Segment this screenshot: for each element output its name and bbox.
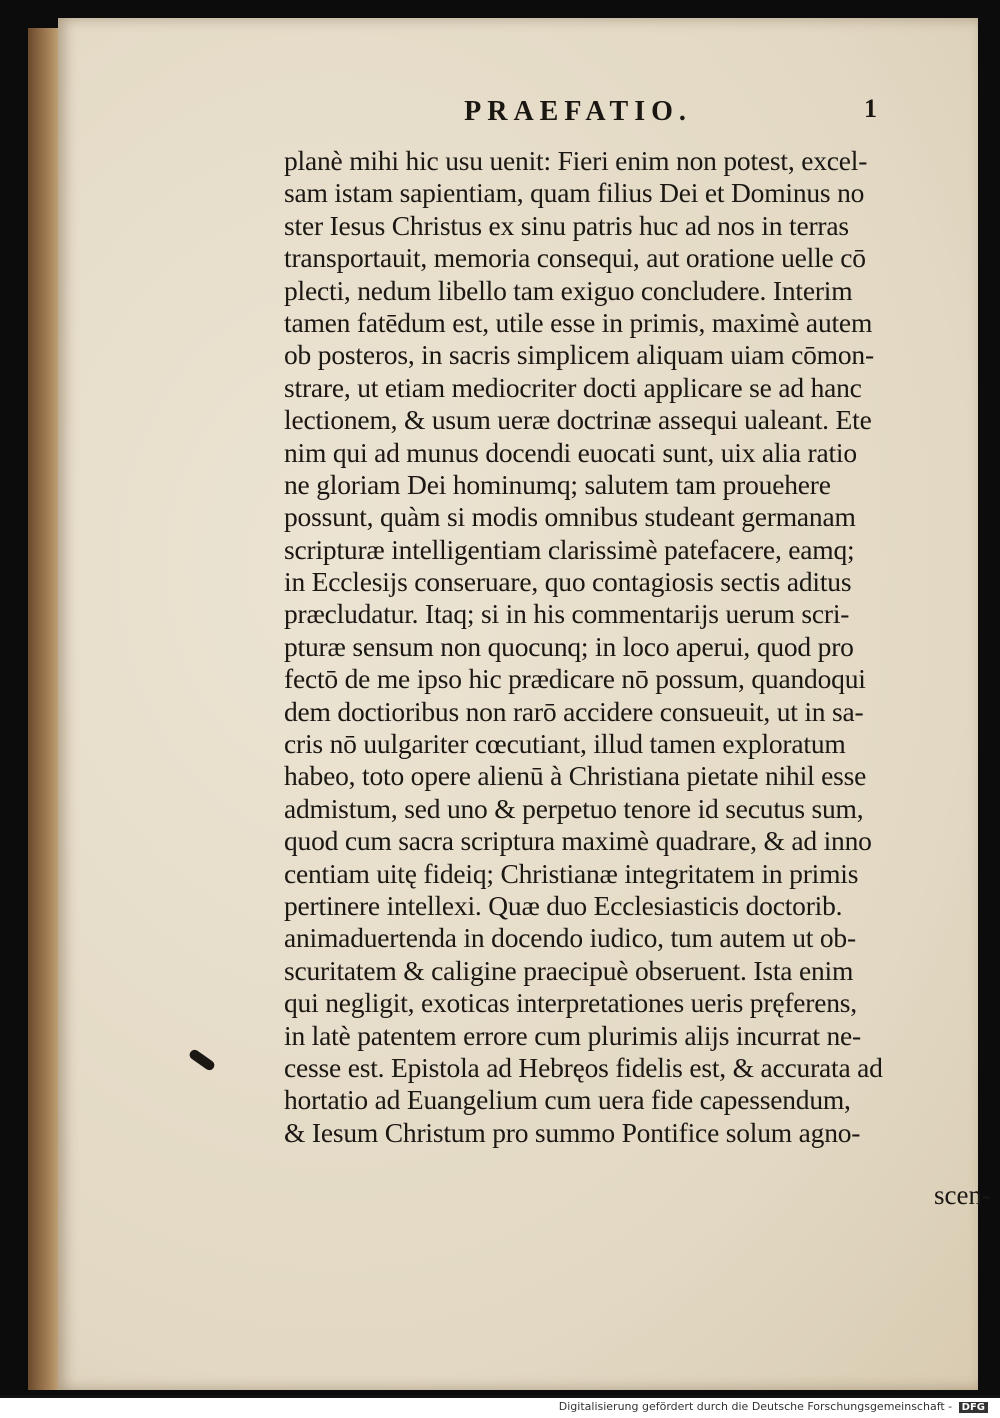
- text-line: pertinere intellexi. Quæ duo Ecclesiasticis doctorib.: [284, 889, 843, 921]
- text-line: quod cum sacra scriptura maximè quadrare, & ad inno: [284, 825, 872, 857]
- text-line: & Iesum Christum pro summo Pontifice solum agno-: [284, 1116, 861, 1148]
- body-text: [284, 145, 974, 1149]
- footer-credit: [559, 1400, 988, 1413]
- book-page: [58, 18, 991, 1390]
- text-line: lectionem, & usum ueræ doctrinæ assequi ualeant. Ete: [284, 404, 872, 436]
- text-line: pturæ sensum non quocunq; in loco aperui, quod pro: [284, 630, 854, 662]
- page-header: [58, 96, 978, 128]
- text-line: hortatio ad Euangelium cum uera fide capessendum,: [284, 1084, 851, 1116]
- text-line: in Ecclesijs conseruare, quo contagiosis sectis aditus: [284, 566, 852, 598]
- footer-credit-text: Digitalisierung gefördert durch die Deutsche Forschungsgemeinschaft -: [558, 1400, 953, 1413]
- text-line: sam istam sapientiam, quam filius Dei et Dominus no: [284, 177, 865, 209]
- book-spine-edge: [28, 28, 62, 1390]
- text-line: tamen fatēdum est, utile esse in primis, maximè autem: [284, 306, 873, 338]
- folio-number: 1: [864, 94, 877, 123]
- text-line: strare, ut etiam mediocriter docti applicare se ad hanc: [284, 371, 862, 403]
- text-line: in latè patentem errore cum plurimis alijs incurrat ne-: [284, 1019, 861, 1051]
- text-line: dem doctioribus non rarō accidere consueuit, ut in sa-: [284, 695, 864, 727]
- text-line: planè mihi hic usu uenit: Fieri enim non potest, excel-: [284, 145, 868, 176]
- footer-bar: [0, 1398, 1000, 1418]
- text-line: præcludatur. Itaq; si in his commentarijs uerum scri-: [284, 598, 850, 630]
- text-line: transportauit, memoria consequi, aut oratione uelle cō: [284, 242, 866, 274]
- text-line: ob posteros, in sacris simplicem aliquam uiam cōmon-: [284, 339, 874, 371]
- running-head: PRAEFATIO.: [464, 96, 692, 127]
- text-line: fectō de me ipso hic prædicare nō possum, quandoqui: [284, 663, 866, 695]
- text-line: plecti, nedum libello tam exiguo concludere. Interim: [284, 274, 853, 306]
- text-line: ster Iesus Christus ex sinu patris huc ad nos in terras: [284, 209, 849, 241]
- text-line: animaduertenda in docendo iudico, tum autem ut ob-: [284, 922, 856, 954]
- text-line: cris nō uulgariter cœcutiant, illud tamen exploratum: [284, 728, 846, 760]
- text-line: centiam uitę fideiq; Christianæ integritatem in primis: [284, 857, 859, 889]
- text-line: ne gloriam Dei hominumq; salutem tam prouehere: [284, 468, 831, 500]
- dfg-logo-icon: DFG: [959, 1402, 988, 1413]
- text-line: admistum, sed uno & perpetuo tenore id secutus sum,: [284, 792, 864, 824]
- text-line: cesse est. Epistola ad Hebręos fidelis est, & accurata ad: [284, 1051, 883, 1083]
- text-line: possunt, quàm si modis omnibus studeant germanam: [284, 501, 856, 533]
- text-line: habeo, toto opere alienū à Christiana pietate nihil esse: [284, 760, 867, 792]
- text-line: nim qui ad munus docendi euocati sunt, uix alia ratio: [284, 436, 857, 468]
- text-line: scuritatem & caligine praecipuè obseruent. Ista enim: [284, 954, 854, 986]
- text-line: qui negligit, exoticas interpretationes ueris pręferens,: [284, 987, 857, 1019]
- text-line: scripturæ intelligentiam clarissimè patefacere, eamq;: [284, 533, 855, 565]
- catchword: scen-: [934, 1180, 991, 1210]
